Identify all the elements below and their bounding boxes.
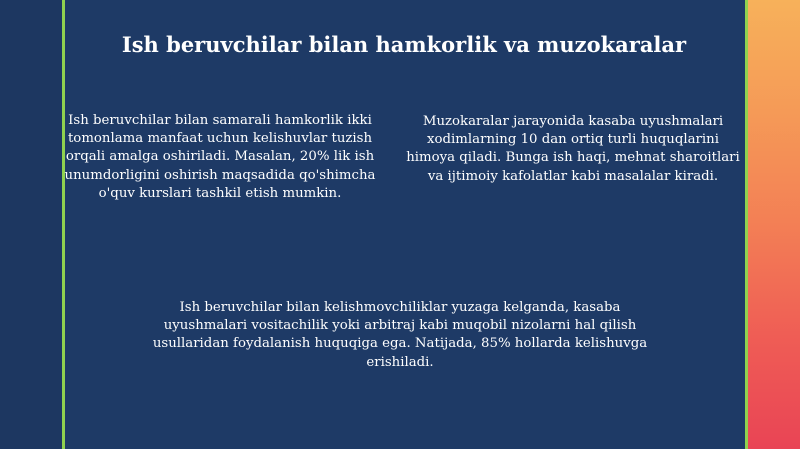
- left-accent-line: [62, 0, 65, 449]
- paragraph-disputes: Ish beruvchilar bilan kelishmovchiliklar yuzaga kelganda, kasaba uyushmalari vositachilik yoki arbitraj kabi muqobil nizolarni hal qilish usullaridan foydalanish huquqiga ega. Natijada, 85% hollarda kelishuvga erishiladi.: [152, 300, 648, 370]
- right-gradient-band: [748, 0, 800, 449]
- paragraph-negotiations: Muzokaralar jarayonida kasaba uyushmalari xodimlarning 10 dan ortiq turli huquqlarini himoya qiladi. Bunga ish haqi, mehnat sharoitlari va ijtimoiy kafolatlar kabi masalalar kiradi.: [406, 114, 740, 184]
- slide-title: Ish beruvchilar bilan hamkorlik va muzokaralar: [121, 32, 687, 57]
- left-decorative-strip: [0, 0, 62, 449]
- paragraph-cooperation: Ish beruvchilar bilan samarali hamkorlik ikki tomonlama manfaat uchun kelishuvlar tuzish orqali amalga oshiriladi. Masalan, 20% lik ish unumdorligini oshirish maqsadida qo'shimcha o'quv kurslari tashkil etish mumkin.: [64, 113, 376, 201]
